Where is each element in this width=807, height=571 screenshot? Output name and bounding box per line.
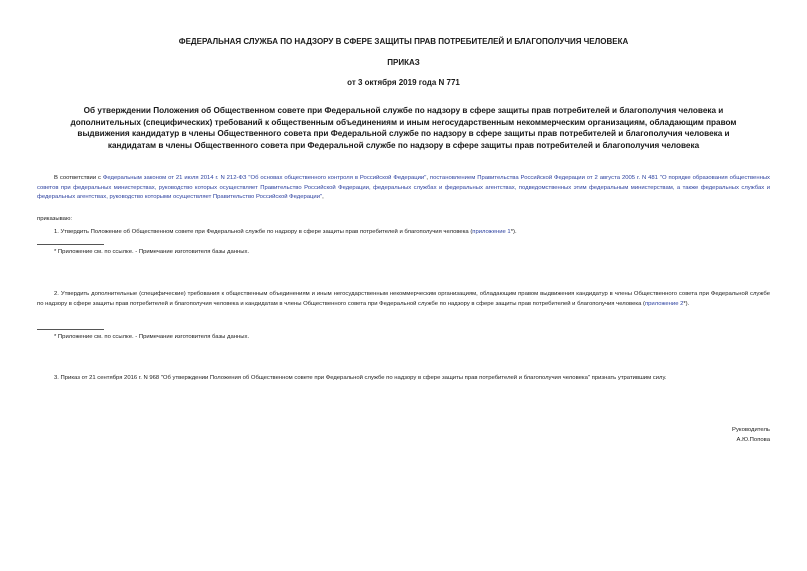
federal-law-link[interactable]: Федеральным законом от 21 июля 2014 г. N 212-ФЗ "Об основах общественного контроля в Российской Федерации"	[102, 175, 427, 181]
government-decree-link[interactable]: постановлением Правительства Российской Федерации от 2 августа 2005 г. N 481 "О порядке образования общественных советов при федеральных министерствах, руководство которых осуществляет Правительство Российской Федерации, федеральных службах и федеральных агентствах, подведомственных этим федеральным министерствам, а также федеральных службах и федеральных агентствах, руководство которыми осуществляет Правительство Российской Федерации"	[37, 175, 771, 201]
appendix-1-link[interactable]: приложение 1	[472, 229, 511, 235]
order-item-3: 3. Приказ от 21 сентября 2016 г. N 968 "Об утверждении Положения об Общественном совете при Федеральной службе по надзору в сфере защиты прав потребителей и благополучия человека" признать утратившим силу.	[54, 375, 667, 381]
signatory-position: Руководитель	[732, 427, 770, 433]
ordered-line: приказываю:	[37, 216, 73, 222]
agency-heading: ФЕДЕРАЛЬНАЯ СЛУЖБА ПО НАДЗОРУ В СФЕРЕ ЗАЩИТЫ ПРАВ ПОТРЕБИТЕЛЕЙ И БЛАГОПОЛУЧИЯ ЧЕЛОВЕКА	[178, 37, 629, 46]
order-item-1	[37, 228, 770, 238]
intro-text-3: ,	[322, 194, 324, 201]
item1-text: 1. Утвердить Положение об Общественном совете при Федеральной службе по надзору в сфере защиты прав потребителей и благополучия человека (	[54, 229, 473, 235]
document-page	[37, 0, 770, 571]
footnote-divider	[37, 244, 104, 245]
footnote-divider	[37, 329, 104, 330]
item2-tail: *).	[683, 300, 690, 307]
intro-text-1: В соответствии с	[54, 175, 103, 181]
item1-tail: *).	[510, 229, 517, 235]
item2-text: 2. Утвердить дополнительные (специфические) требования к общественным объединениям и иным негосударственным некоммерческим организациям, обладающим правом выдвижения кандидатур в члены Общественного совета при Федеральной службе по надзору в сфере защиты прав потребителей и благополучия человека и кандидатам в члены Общественного совета при Федеральной службе по надзору в сфере защиты прав потребителей и благополучия человека (	[37, 291, 770, 307]
footnote-1: * Приложение см. по ссылке. - Примечание изготовителя базы данных.	[54, 249, 250, 255]
document-type: ПРИКАЗ	[387, 58, 420, 67]
signatory-name: А.Ю.Попова	[736, 437, 770, 443]
intro-paragraph	[37, 174, 770, 203]
order-item-2	[37, 290, 770, 309]
document-title: Об утверждении Положения об Общественном совете при Федеральной службе по надзору в сфере защиты прав потребителей и благополучия человека и дополнительных (специфических) требований к общественным объединениям и иным негосударственным некоммерческим организациям, обладающим правом выдвижения кандидатур в члены Общественного совета при Федеральной службе по надзору в сфере защиты прав потребителей и благополучия человека и кандидатам в члены Общественного совета при Федеральной службе по надзору в сфере защиты прав потребителей и благополучия человека	[70, 106, 737, 150]
document-date: от 3 октября 2019 года N 771	[347, 78, 460, 87]
footnote-2: * Приложение см. по ссылке. - Примечание изготовителя базы данных.	[54, 334, 250, 340]
appendix-2-link[interactable]: приложение 2	[644, 300, 684, 307]
intro-text-2: ,	[426, 175, 430, 181]
